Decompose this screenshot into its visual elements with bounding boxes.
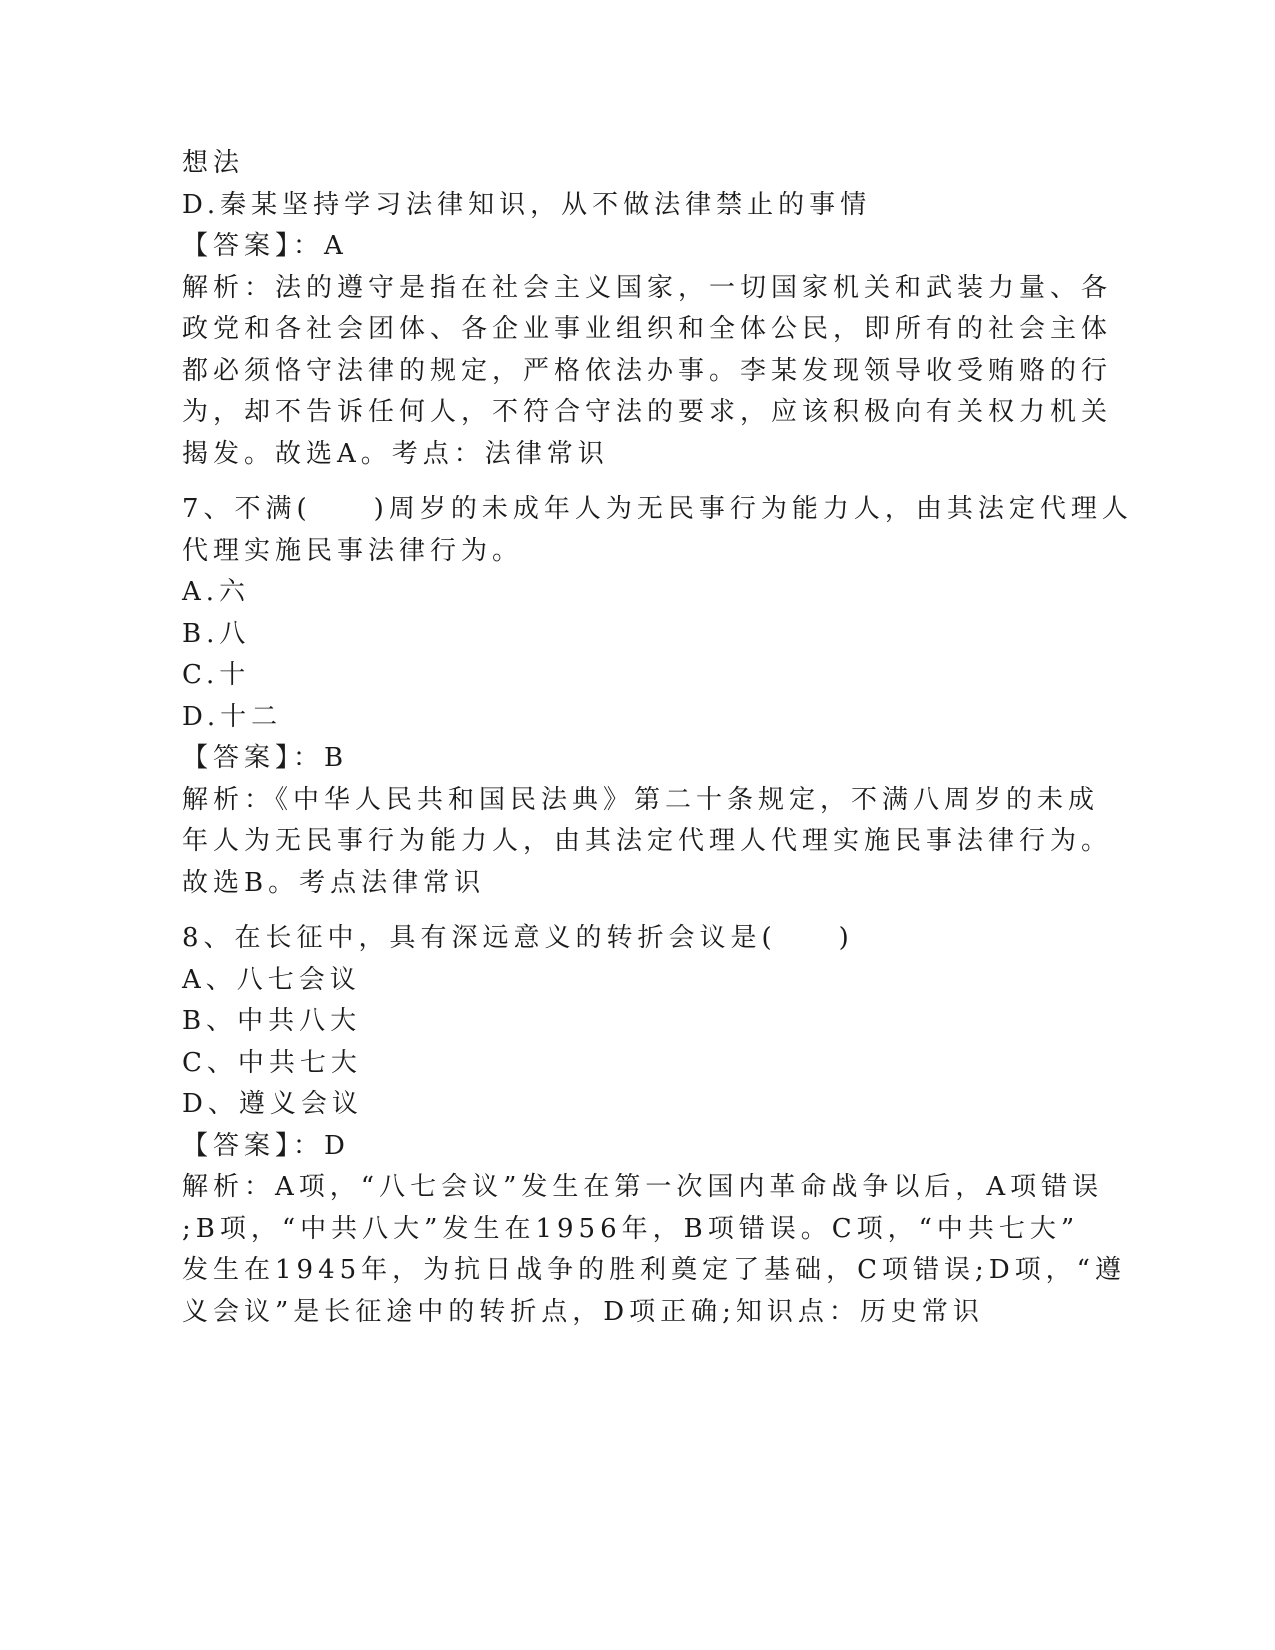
analysis-line: 政党和各社会团体、各企业事业组织和全体公民，即所有的社会主体 [182,314,1113,344]
analysis-line: 故选B。考点法律常识 [182,867,486,898]
analysis-line: 义会议”是长征途中的转折点，D项正确;知识点：历史常识 [182,1296,984,1327]
answer-label: 【答案】：B [182,743,349,773]
option-b: B.八 [182,618,251,649]
option-c: C.十 [182,660,251,690]
option-a: A、八七会议 [182,964,361,995]
option-d: D.秦某坚持学习法律知识，从不做法律禁止的事情 [182,189,872,220]
option-continuation-text: 想法 [182,148,245,178]
document-page [182,143,1133,1333]
question-stem: 8、在长征中，具有深远意义的转折会议是( ) [182,923,854,953]
option-b: B、中共八大 [182,1006,362,1036]
analysis-line: 解析：《中华人民共和国民法典》第二十条规定，不满八周岁的未成 [182,784,1100,815]
analysis-line: 发生在1945年，为抗日战争的胜利奠定了基础，C项错误;D项，“遵 [182,1255,1126,1285]
analysis-line: 解析：法的遵守是指在社会主义国家，一切国家机关和武装力量、各 [182,272,1113,303]
option-c: C、中共七大 [182,1047,362,1078]
analysis-line: 揭发。故选A。考点：法律常识 [182,438,609,469]
option-d: D、遵义会议 [182,1089,363,1119]
answer-label: 【答案】：D [182,1130,350,1161]
analysis-line: 年人为无民事行为能力人，由其法定代理人代理实施民事法律行为。 [182,826,1113,856]
analysis-line: ;B项，“中共八大”发生在1956年，B项错误。C项，“中共七大” [182,1213,1080,1244]
question-8 [182,918,1126,1333]
question-stem: 7、不满( )周岁的未成年人为无民事行为能力人，由其法定代理人 [182,494,1133,524]
section-gap [182,475,1082,489]
option-a: A.六 [182,577,251,607]
question-6-continuation [182,143,1113,475]
option-d: D.十二 [182,701,283,732]
analysis-line: 为，却不告诉任何人，不符合守法的要求，应该积极向有关权力机关 [182,397,1113,427]
answer-label: 【答案】：A [182,231,348,261]
analysis-line: 都必须恪守法律的规定，严格依法办事。李某发现领导收受贿赂的行 [182,355,1113,386]
analysis-line: 解析：A项，“八七会议”发生在第一次国内革命战争以后，A项错误 [182,1172,1104,1202]
section-gap [182,904,1082,918]
question-7 [182,489,1133,904]
question-stem: 代理实施民事法律行为。 [182,535,524,566]
